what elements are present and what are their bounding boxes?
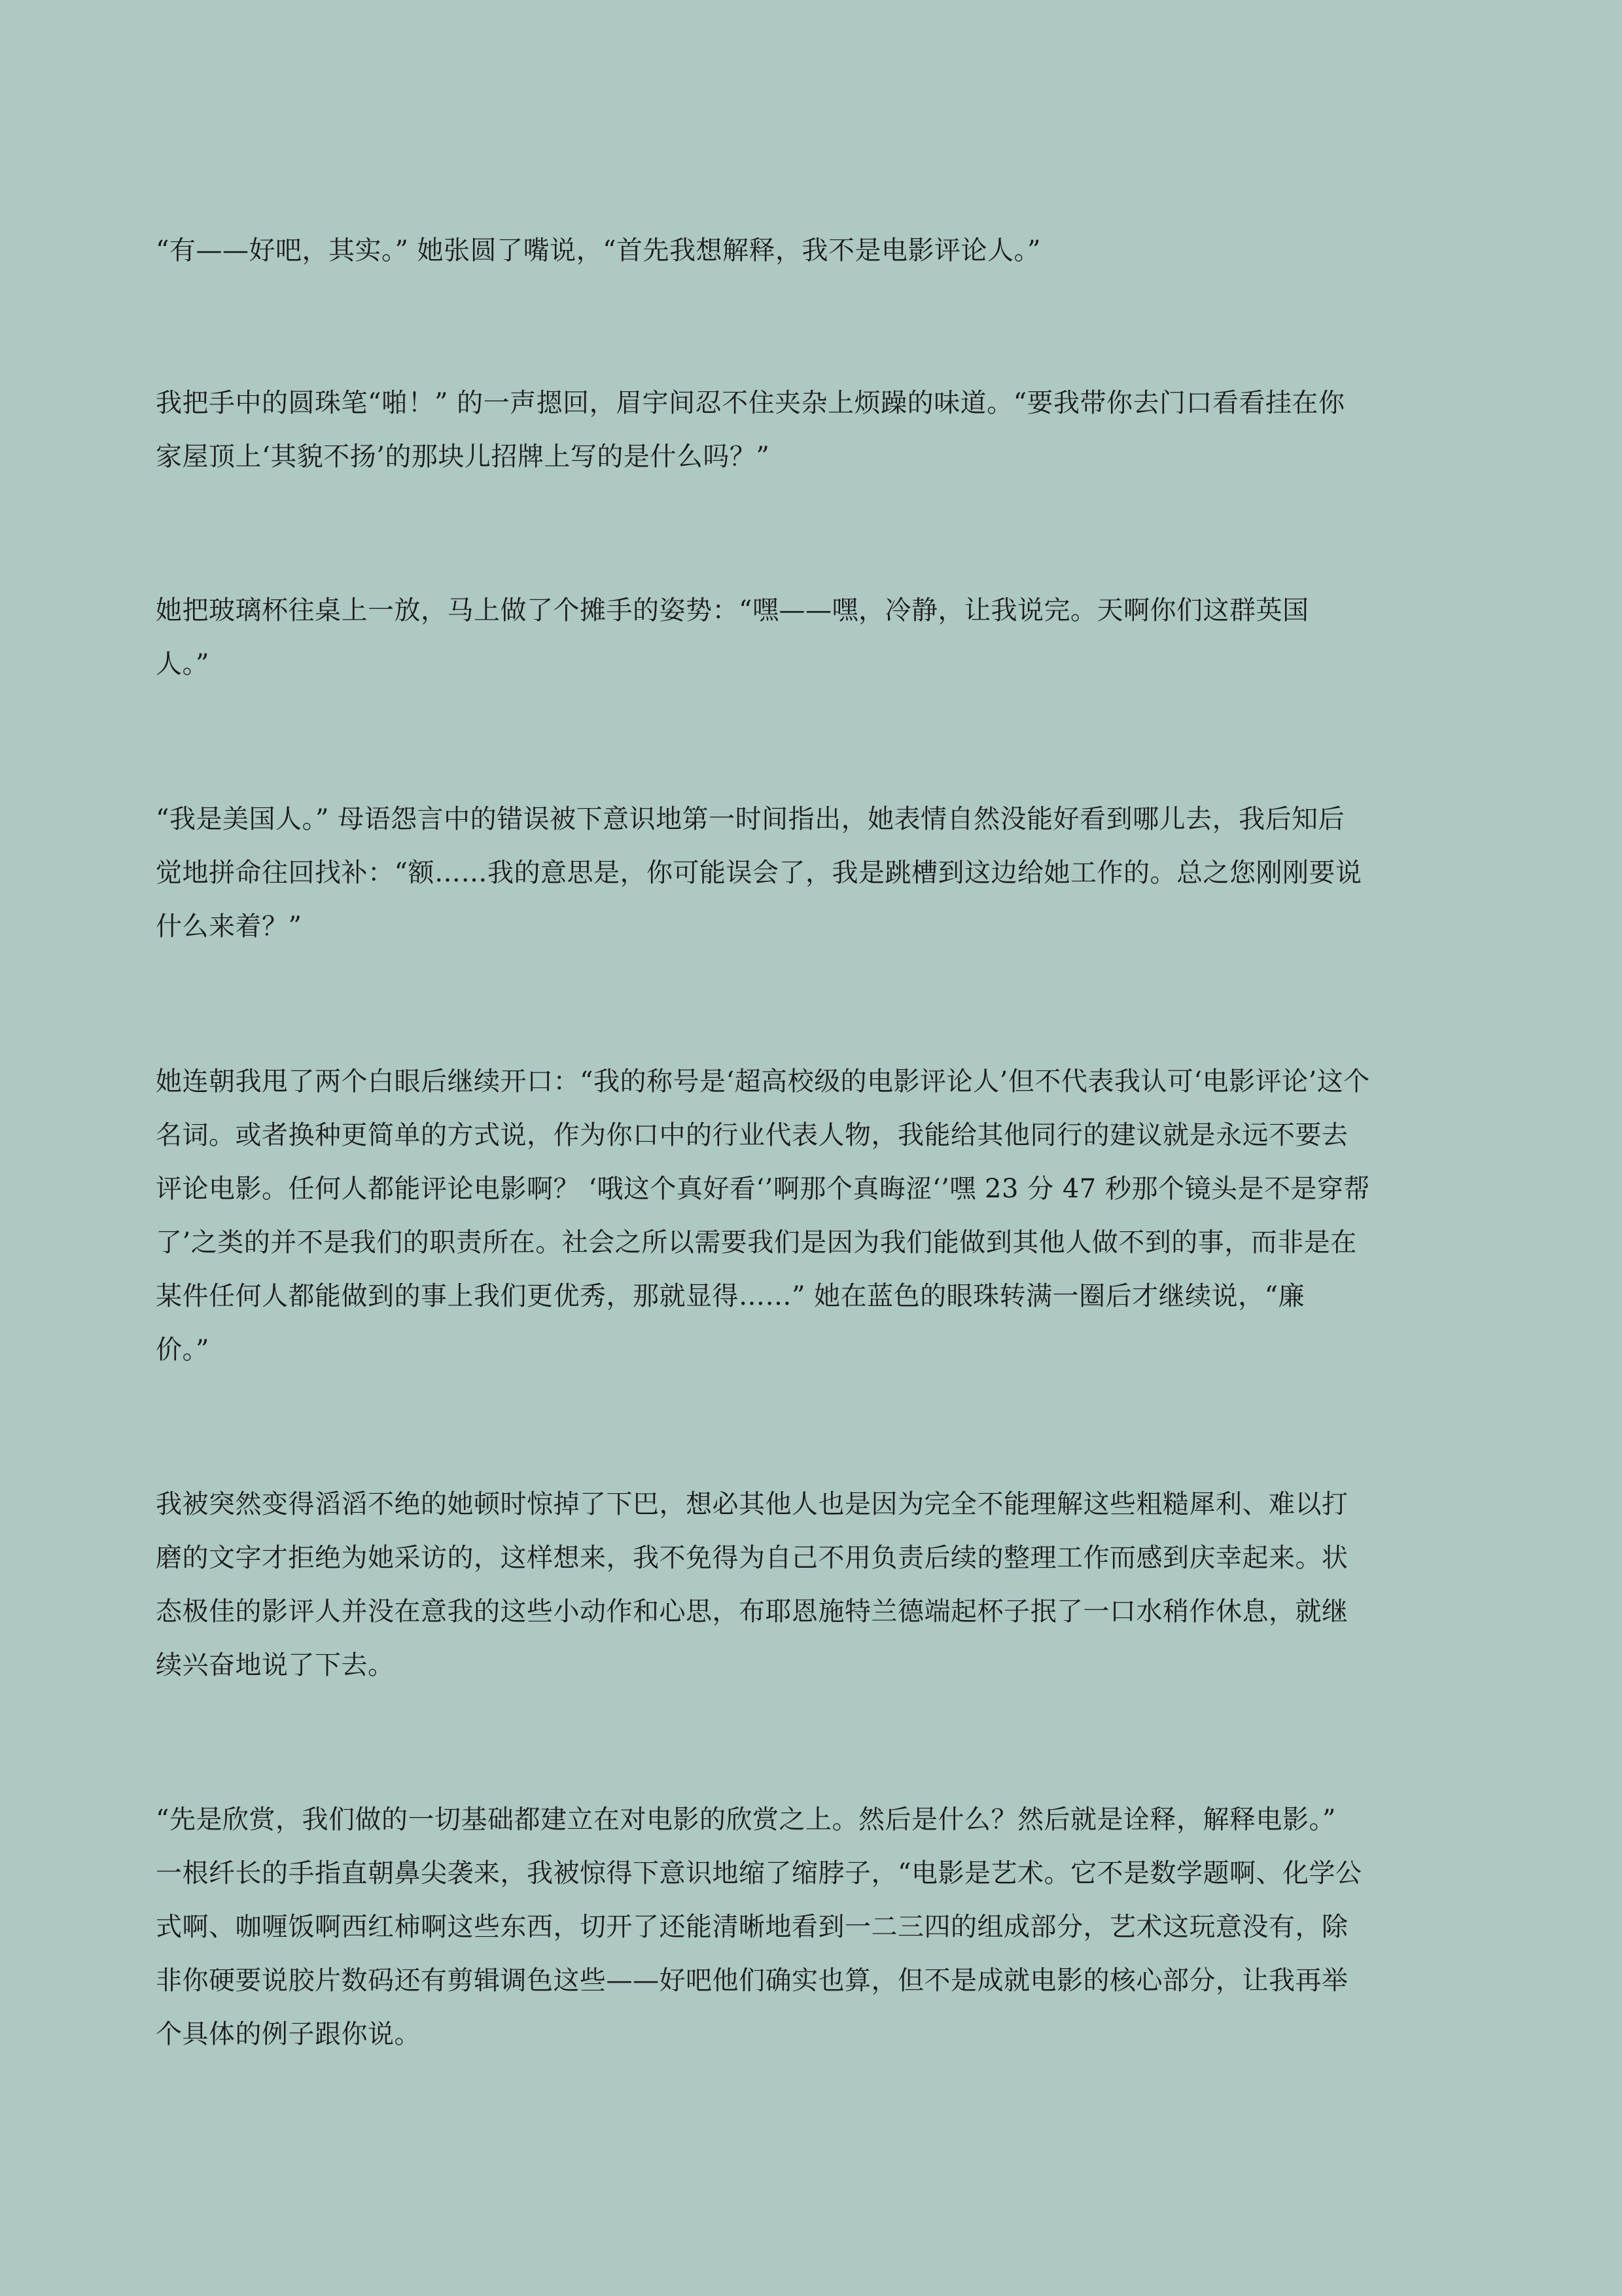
text-line: 一根纤长的手指直朝鼻尖袭来，我被惊得下意识地缩了缩脖子，“电影是艺术。它不是数学题啊、化学公	[156, 1858, 1362, 1888]
text-line: 磨的文字才拒绝为她采访的，这样想来，我不免得为自己不用负责后续的整理工作而感到庆幸起来。状	[156, 1543, 1349, 1573]
text-line: 家屋顶上‘其貌不扬’的那块儿招牌上写的是什么吗？”	[156, 442, 770, 472]
text-line: 了’之类的并不是我们的职责所在。社会之所以需要我们是因为我们能做到其他人做不到的事，而非是在	[156, 1227, 1357, 1258]
text-line: 个具体的例子跟你说。	[156, 2019, 421, 2049]
paragraph-5	[156, 1055, 1471, 1377]
text-line: “我是美国人。” 母语怨言中的错误被下意识地第一时间指出，她表情自然没能好看到哪儿去，我后知后	[156, 804, 1345, 834]
text-line: “有——好吧，其实。” 她张圆了嘴说，“首先我想解释，我不是电影评论人。”	[156, 236, 1042, 266]
paragraph-7	[156, 1793, 1471, 2061]
text-line: 式啊、咖喱饭啊西红柿啊这些东西，切开了还能清晰地看到一二三四的组成部分，艺术这玩意没有，除	[156, 1912, 1349, 1942]
text-line: 什么来着？”	[156, 911, 302, 942]
text-line: 评论电影。任何人都能评论电影啊？ ‘哦这个真好看‘’啊那个真晦涩‘’嘿 23 分 47 秒那个镜头是不是穿帮	[156, 1174, 1370, 1204]
text-line: 她把玻璃杯往桌上一放，马上做了个摊手的姿势：“嘿——嘿，冷静，让我说完。天啊你们这群英国	[156, 595, 1309, 626]
text-line: 觉地拼命往回找补：“额……我的意思是，你可能误会了，我是跳槽到这边给她工作的。总之您刚刚要说	[156, 858, 1362, 888]
text-line: 价。”	[156, 1335, 209, 1365]
text-line: 人。”	[156, 649, 209, 679]
text-line: 名词。或者换种更简单的方式说，作为你口中的行业代表人物，我能给其他同行的建议就是永远不要去	[156, 1120, 1349, 1150]
text-line: 她连朝我甩了两个白眼后继续开口：“我的称号是‘超高校级的电影评论人’但不代表我认可‘电影评论’这个	[156, 1067, 1370, 1097]
text-line: 我把手中的圆珠笔“啪！” 的一声摁回，眉宇间忍不住夹杂上烦躁的味道。“要我带你去门口看看挂在你	[156, 388, 1345, 418]
text-line: 态极佳的影评人并没在意我的这些小动作和心思，布耶恩施特兰德端起杯子抿了一口水稍作休息，就继	[156, 1597, 1349, 1627]
text-line: 非你硬要说胶片数码还有剪辑调色这些——好吧他们确实也算，但不是成就电影的核心部分，让我再举	[156, 1966, 1349, 1996]
text-line: 我被突然变得滔滔不绝的她顿时惊掉了下巴，想必其他人也是因为完全不能理解这些粗糙犀利、难以打	[156, 1489, 1349, 1519]
paragraph-2	[156, 376, 1471, 484]
paragraph-1	[156, 224, 1471, 277]
text-line: 续兴奋地说了下去。	[156, 1650, 395, 1680]
text-line: 某件任何人都能做到的事上我们更优秀，那就显得……” 她在蓝色的眼珠转满一圈后才继续说，“廉	[156, 1281, 1305, 1311]
paragraph-4	[156, 792, 1471, 953]
paragraph-6	[156, 1477, 1471, 1692]
text-line: “先是欣赏，我们做的一切基础都建立在对电影的欣赏之上。然后是什么？然后就是诠释，解释电影。”	[156, 1805, 1336, 1835]
paragraph-3	[156, 584, 1471, 691]
